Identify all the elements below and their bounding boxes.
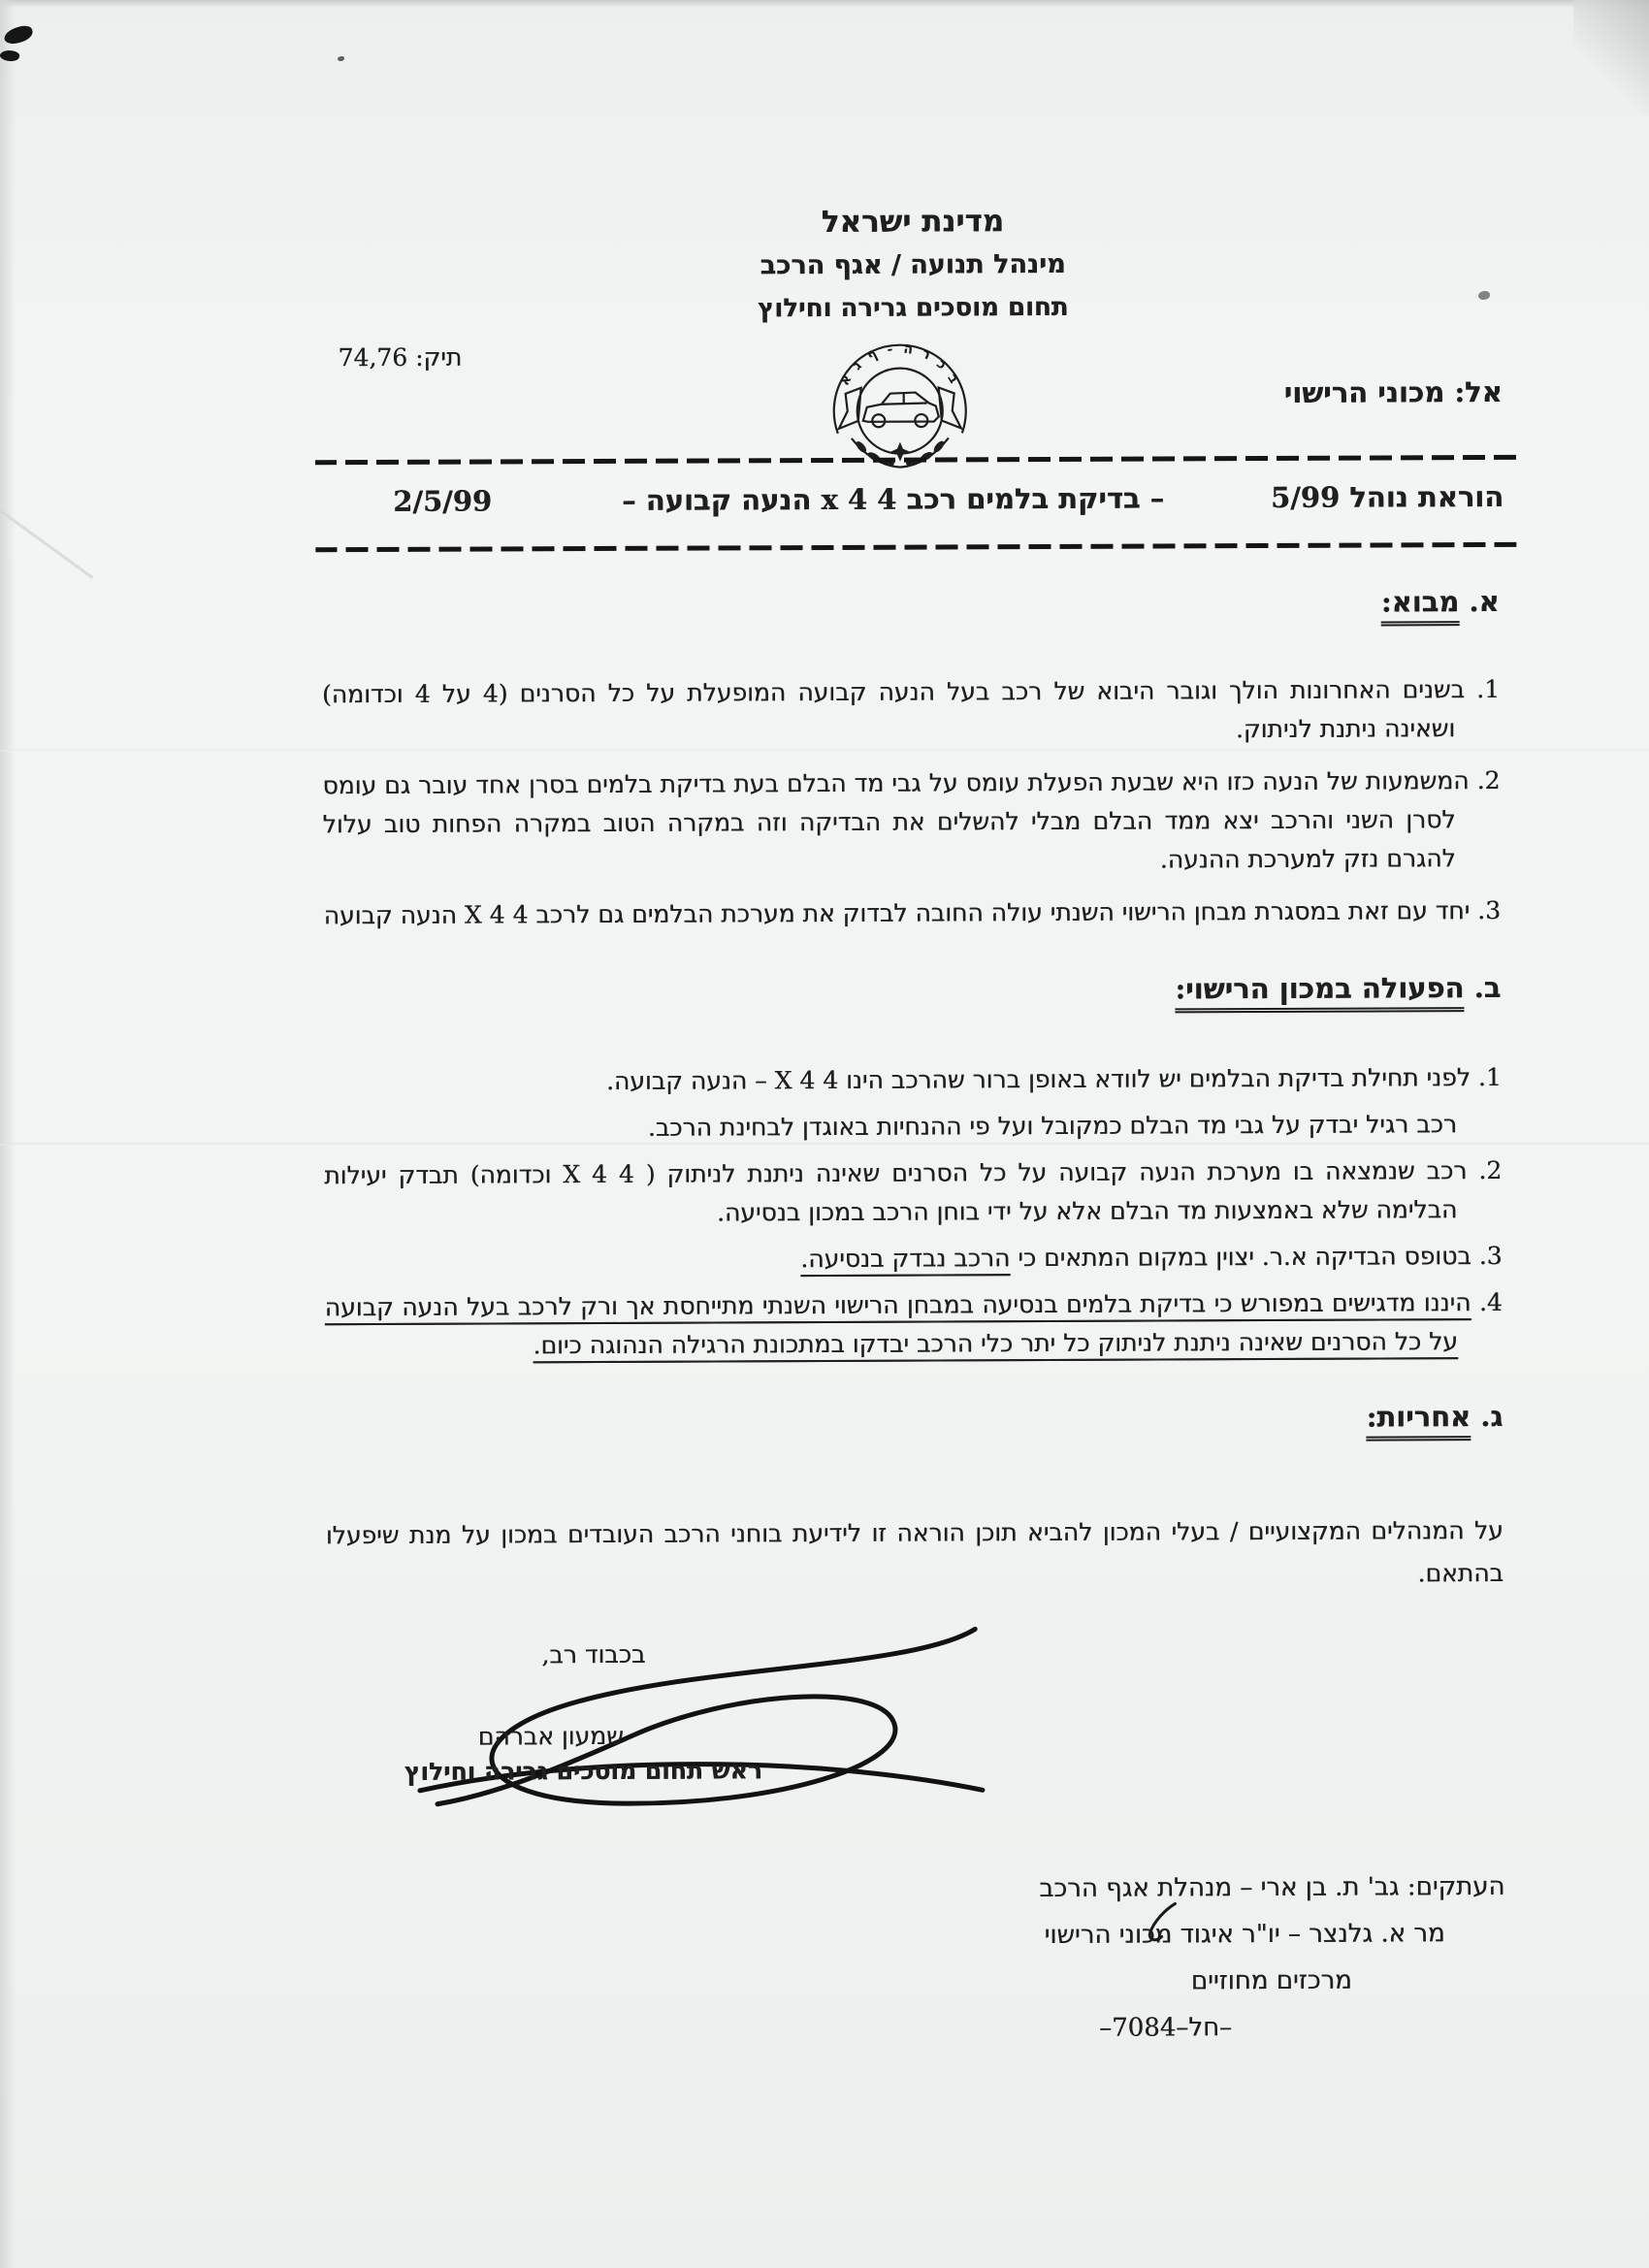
procedure-date: 2/5/99	[393, 484, 493, 518]
item-text: לפני תחילת בדיקת הבלמים יש לוודא באופן ברור שהרכב הינו 4 X 4 – הנעה קבועה.	[605, 1063, 1471, 1095]
emblem-arc-letter: א	[836, 372, 856, 389]
file-number: תיק: 74,76	[338, 342, 463, 373]
item-number: 4.	[1478, 1287, 1503, 1317]
section-a-title: מבוא:	[1381, 585, 1460, 626]
copies-line: מרכזים מחוזיים	[1190, 1965, 1352, 1996]
item-number: 1.	[1476, 674, 1501, 704]
vehicle-division-emblem-icon	[821, 337, 979, 485]
section-b-items	[324, 1058, 1503, 1374]
emblem-arc-letter: ה	[902, 340, 915, 358]
emblem-arc-letter: -	[886, 341, 894, 358]
item-text: המשמעות של הנעה כזו היא שבעת הפעלת עומס על גבי מד הבלם בעת בדיקת בלמים בסרן אחד עובר גם עומס לסרן השני והרכב יצא ממד הבלם מבלי להשלים את הבדיקה וזה במקרה הטוב במקרה הפחות טוב עלול להגרם נזק למערכת ההנעה.	[322, 766, 1470, 874]
signer-role: ראש תחום מוסכים גרירה וחילוץ	[404, 1756, 762, 1786]
dashed-rule	[315, 542, 1516, 552]
section-c-label: ג.	[1480, 1399, 1504, 1434]
list-item	[324, 1151, 1502, 1234]
section-c-title: אחריות:	[1367, 1400, 1471, 1441]
list-item	[323, 891, 1501, 935]
section-a-items	[322, 670, 1501, 949]
handwritten-signature	[407, 1607, 990, 1819]
item-text: בשנים האחרונות הולך וגובר היבוא של רכב בעל הנעה קבועה המופעלת על כל הסרנים (4 על 4 וכדומה) ושאינה ניתנת לניתוק.	[321, 675, 1466, 744]
procedure-title-row	[317, 480, 1515, 532]
list-item	[324, 1058, 1502, 1102]
procedure-number: הוראת נוהל 5/99	[1270, 479, 1504, 514]
copies-line: מר א. גלנצר – יו"ר איגוד מכוני הרישוי	[1044, 1919, 1445, 1951]
section-b-heading	[1175, 971, 1501, 1013]
item-number: 3.	[1478, 1241, 1503, 1271]
list-item	[325, 1283, 1503, 1366]
item-text: בטופס הבדיקה א.ר. יצוין במקום המתאים כי	[1010, 1242, 1471, 1273]
section-b-label: ב.	[1473, 970, 1502, 1005]
letterhead-unit: תחום מוסכים גרירה וחילוץ	[758, 292, 1069, 324]
emblem-arc-letter: ג	[850, 358, 865, 373]
item-text-underlined: היננו מדגישים במפורש כי בדיקת בלמים בנסיעה במבחן הרישוי השנתי מתייחסת אך ורק לרכב בעל הנעה קבועה על כל הסרנים שאינה ניתנת לניתוק כל יתר כלי הרכב יבדקו במתכונת הרגילה הנהוגה כיום.	[324, 1288, 1471, 1360]
letterhead-administration: מינהל תנועה / אגף הרכב	[760, 248, 1066, 281]
list-item	[322, 670, 1500, 753]
list-item-continuation: רכב רגיל יבדק על גבי מד הבלם כמקובל ועל פי ההנחיות באוגדן לבחינת הרכב.	[647, 1110, 1458, 1142]
section-b-title: הפעולה במכון הרישוי:	[1175, 971, 1464, 1013]
item-number: 3.	[1477, 895, 1502, 925]
handwritten-tick	[1140, 1899, 1180, 1944]
item-text: יחד עם זאת במסגרת מבחן הרישוי השנתי עולה החובה לבדוק את מערכת הבלמים גם לרכב 4 X 4 הנעה קבועה	[323, 896, 1471, 930]
letterhead-state: מדינת ישראל	[821, 204, 1005, 241]
section-c-heading	[1367, 1400, 1504, 1442]
section-a-label: א.	[1469, 584, 1500, 619]
emblem-arc-letter: ב	[944, 371, 962, 387]
copies-line: העתקים: גב' ת. בן ארי – מנהלת אגף הרכב	[1039, 1871, 1505, 1904]
letterhead	[180, 196, 1646, 333]
item-number: 2.	[1478, 1155, 1503, 1185]
emblem-arc-letter: כ	[933, 356, 950, 373]
list-item	[324, 1237, 1502, 1280]
item-text: רכב שנמצאה בו מערכת הנעה קבועה על כל הסרנים שאינה ניתנת לניתוק ( 4 X 4 וכדומה) תבדק יעילות הבלימה שלא באמצעות מד הבלם אלא על ידי בוחן הרכב במכון בנסיעה.	[324, 1156, 1468, 1227]
section-a-heading	[1381, 585, 1500, 627]
copies-block	[1039, 1863, 1505, 2052]
section-c-body: על המנהלים המקצועיים / בעלי המכון להביא תוכן הוראה זו לידיעת בוחני הרכב העובדים במכון על מנת שיפעלו בהתאם.	[325, 1515, 1504, 1588]
signer-name: שמעון אברהם	[477, 1721, 624, 1751]
closing-salutation: בכבוד רב,	[541, 1639, 646, 1669]
emblem-arc-letter: ר	[919, 345, 933, 364]
item-text-underlined: הרכב נבדק בנסיעה.	[800, 1244, 1011, 1274]
emblem-inner-circle	[857, 368, 943, 453]
item-number: 2.	[1476, 765, 1501, 795]
list-item	[322, 761, 1501, 883]
copies-reference: –חל–7084–	[1099, 2013, 1233, 2043]
procedure-subject: – בדיקת בלמים רכב 4 x 4 הנעה קבועה –	[622, 481, 1165, 517]
item-number: 1.	[1477, 1062, 1502, 1092]
emblem-arc-letter: ף	[864, 346, 881, 365]
addressee-line: אל: מכוני הרישוי	[1283, 374, 1503, 409]
